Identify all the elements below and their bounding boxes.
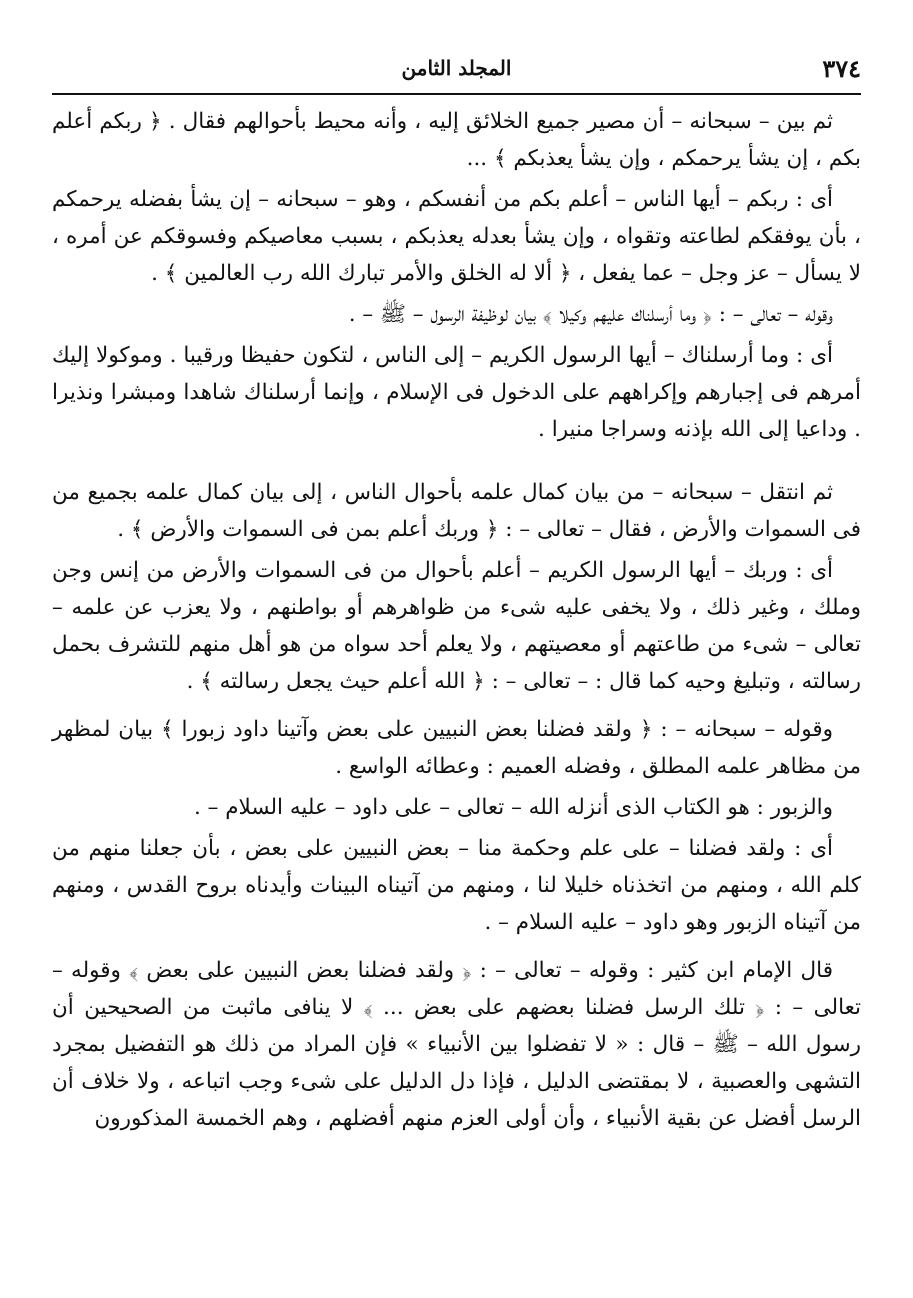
paragraph: ثم بين – سبحانه – أن مصير جميع الخلائق إليه ، وأنه محيط بأحوالهم فقال . ﴿ ربكم أعلم بكم ، إن يشأ يرحمكم ، وإن يشأ يعذبكم ﴾ ... — [52, 109, 861, 171]
paragraph: ثم انتقل – سبحانه – من بيان كمال علمه بأحوال الناس ، إلى بيان كمال علمه بجميع من فى السموات والأرض ، فقال – تعالى – : ﴿ وربك أعلم بمن فى السموات والأرض ﴾ . — [52, 480, 861, 542]
paragraph: أى : وربك – أيها الرسول الكريم – أعلم بأحوال من فى السموات والأرض من إنس وجن وملك ، وغير ذلك ، ولا يخفى عليه شىء من ظواهرهم أو بواطنهم ، ولا يعزب عن علمه – تعالى – شىء من طاعتهم أو معصيتهم ، ولا يعلم أحد سواه من هو أهل منهم للتشرف بحمل رسالته ، وتبليغ وحيه كما قال : – تعالى – : ﴿ الله أعلم حيث يجعل رسالته ﴾ . — [52, 558, 861, 694]
paragraph: قال الإمام ابن كثير : وقوله – تعالى – : ﴿ ولقد فضلنا بعض النبيين على بعض ﴾ وقوله – تعالى – : ﴿ تلك الرسل فضلنا بعضهم على بعض ... ﴾ لا ينافى ماثبت من الصحيحين أن رسول الله – ﷺ – قال : « لا تفضلوا بين الأنبياء » فإن المراد من ذلك هو التفضيل بمجرد التشهى والعصبية ، لا بمقتضى الدليل ، فإذا دل الدليل على شىء وجب اتباعه ، ولا خلاف أن الرسل أفضل عن بقية الأنبياء ، وأن أولى العزم منهم أفضلهم ، وهم الخمسة المذكورون — [52, 958, 861, 1131]
paragraph: وقوله – سبحانه – : ﴿ ولقد فضلنا بعض النبيين على بعض وآتينا داود زبورا ﴾ بيان لمظهر من مظاهر علمه المطلق ، وفضله العميم : وعطائه الواسع . — [52, 717, 861, 779]
page-body — [52, 103, 861, 1137]
paragraph: أى : وما أرسلناك – أيها الرسول الكريم – إلى الناس ، لتكون حفيظا ورقيبا . وموكولا إليك أمرهم فى إجبارهم وإكراههم على الدخول فى الإسلام ، وإنما أرسلناك شاهدا ومبشرا ونذيرا . وداعيا إلى الله بإذنه وسراجا منيرا . — [52, 343, 861, 442]
paragraph: والزبور : هو الكتاب الذى أنزله الله – تعالى – على داود – عليه السلام – . — [193, 795, 833, 820]
page-header — [52, 48, 861, 88]
volume-title: المجلد الثامن — [401, 56, 512, 80]
header-divider — [52, 93, 861, 95]
paragraph: أى : ولقد فضلنا – على علم وحكمة منا – بعض النبيين على بعض ، بأن جعلنا منهم من كلم الله ، ومنهم من اتخذناه خليلا لنا ، ومنهم من آتيناه البينات وأيدناه بروح القدس ، ومنهم من آتيناه الزبور وهو داود – عليه السلام – . — [52, 836, 861, 935]
paragraph: وقوله – تعالى – : ﴿ وما أرسلناك عليهم وكيلا ﴾ بيان لوظيفة الرسول – ﷺ – . — [348, 302, 833, 327]
paragraph: أى : ربكم – أيها الناس – أعلم بكم من أنفسكم ، وهو – سبحانه – إن يشأ بفضله يرحمكم ، بأن يوفقكم لطاعته وتقواه ، وإن يشأ بعدله يعذبكم ، بسبب معاصيكم وفسوقكم عن أمره ، لا يسأل – عز وجل – عما يفعل ، ﴿ ألا له الخلق والأمر تبارك الله رب العالمين ﴾ . — [52, 187, 861, 286]
page-number: ٣٧٤ — [822, 54, 861, 83]
